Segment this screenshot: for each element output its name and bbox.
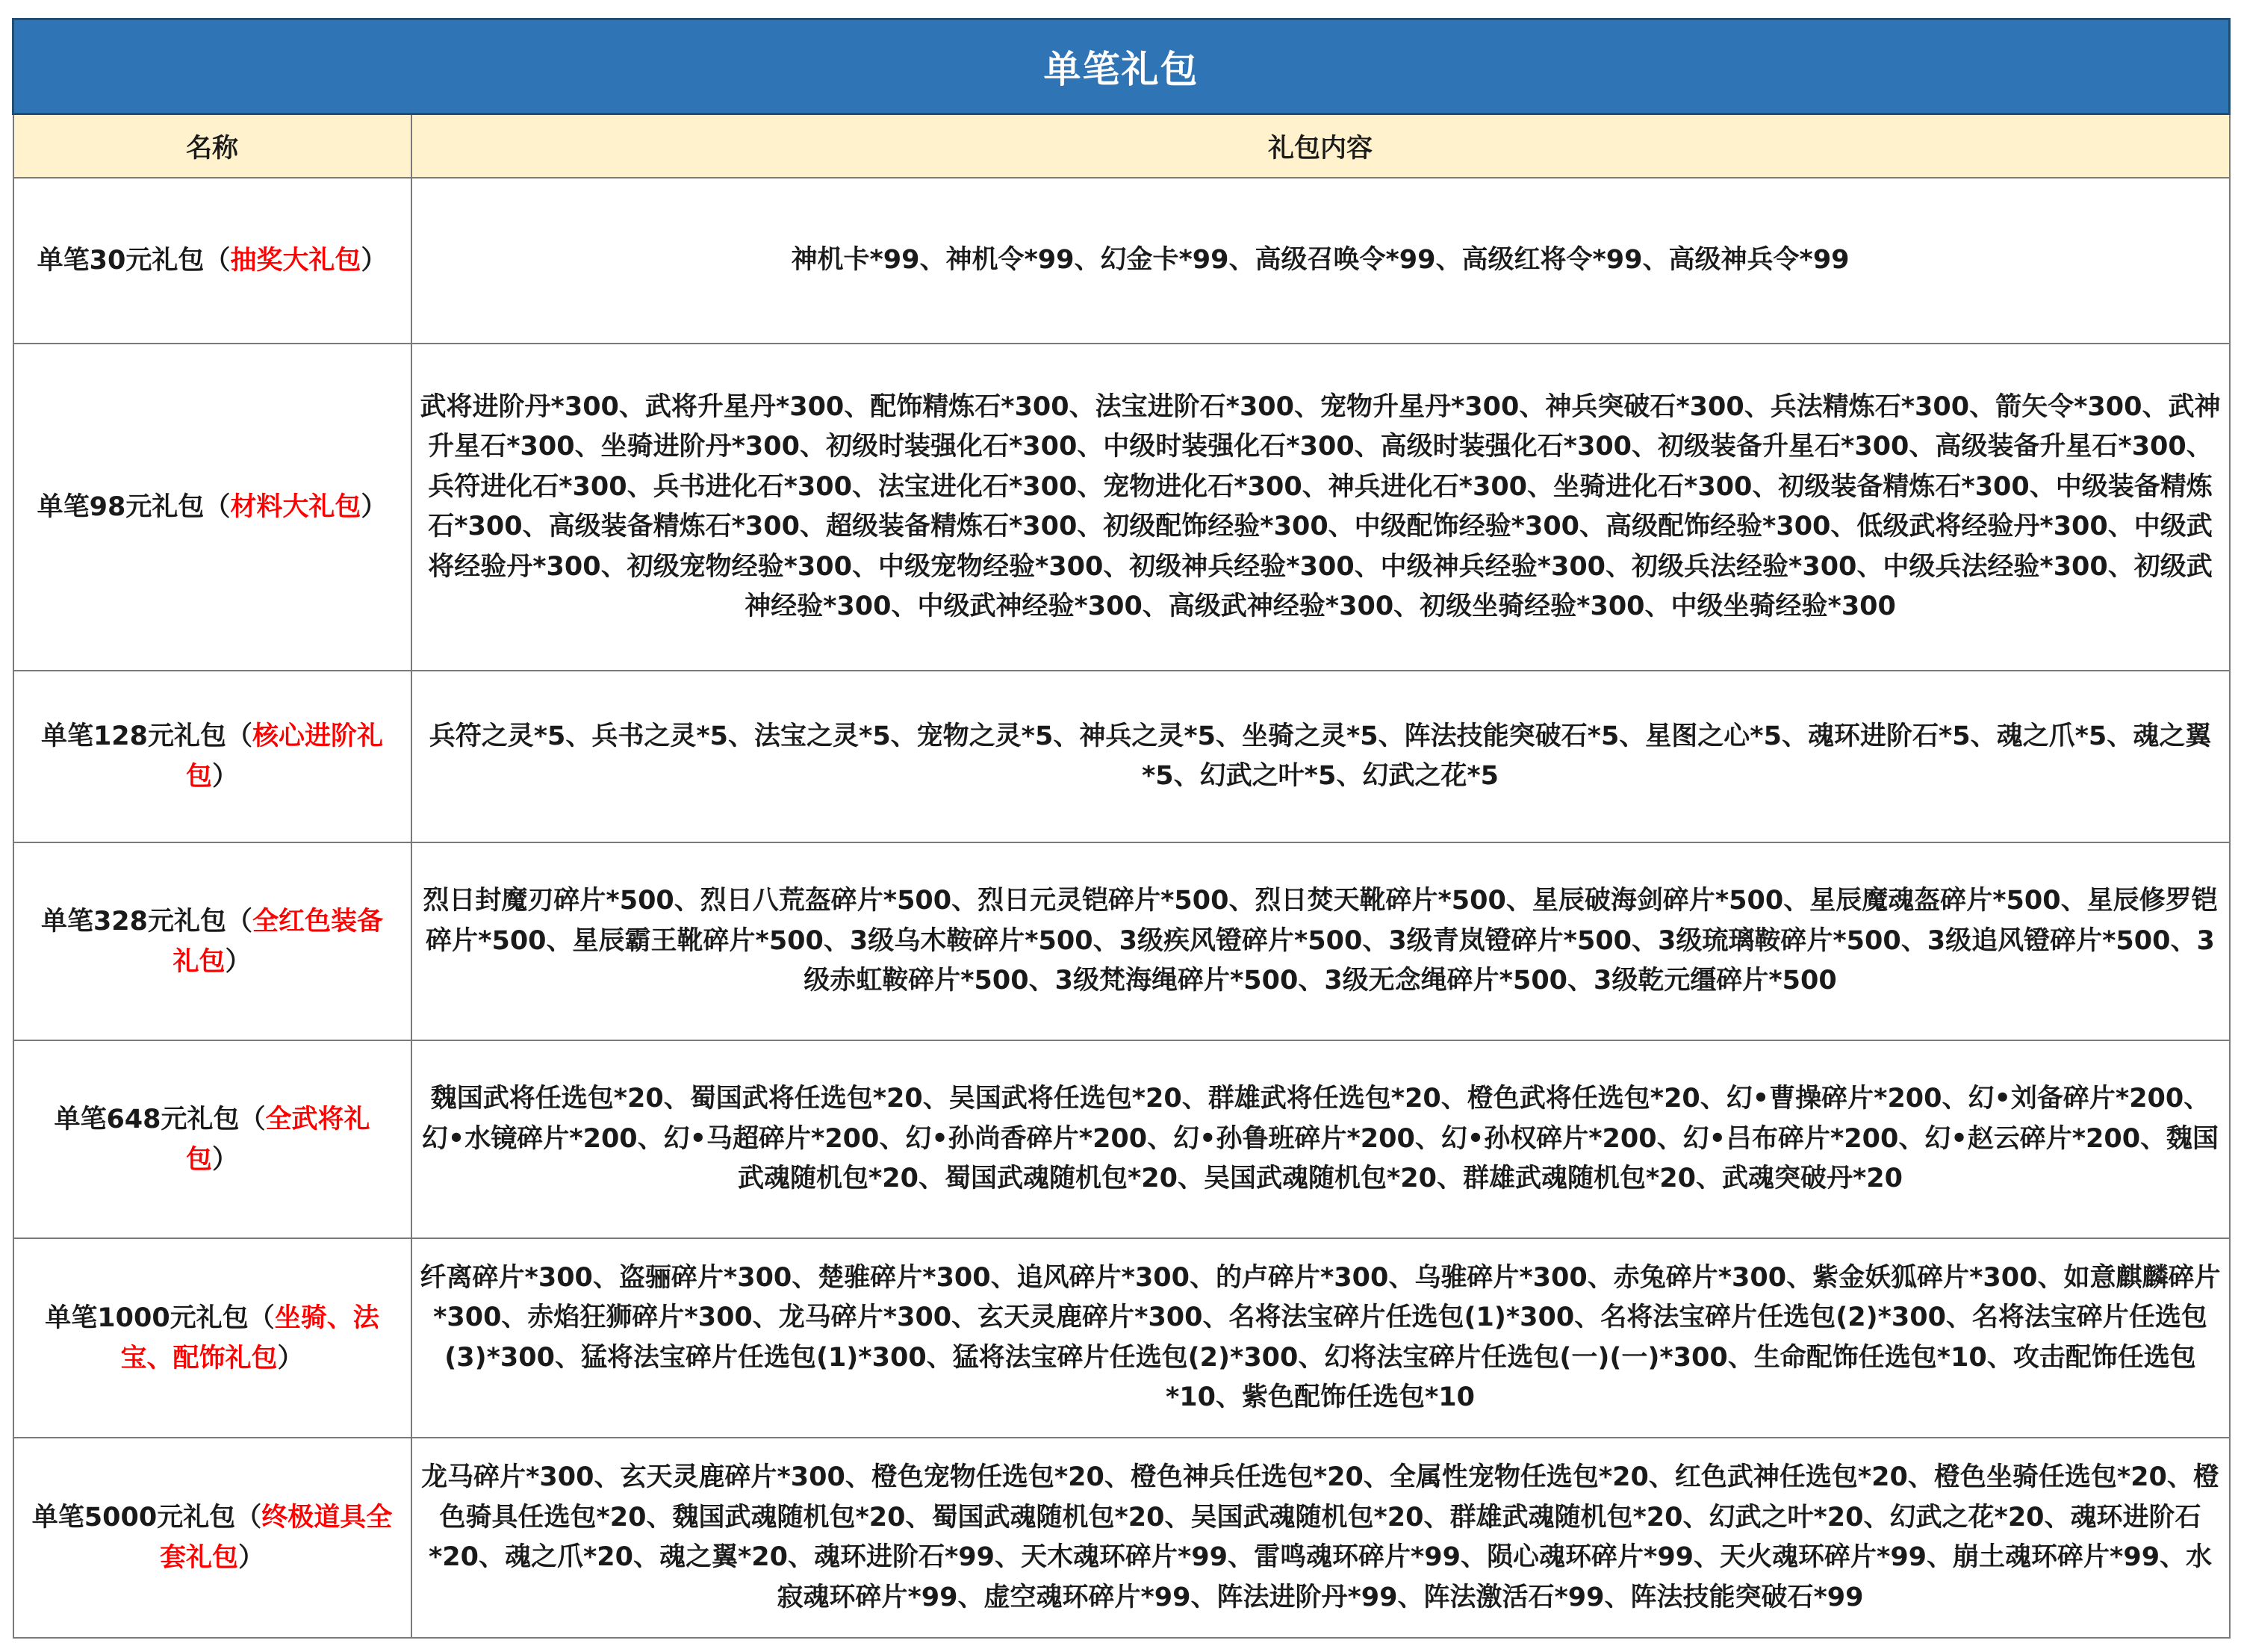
package-name-prefix: 单笔98元礼包（ <box>37 492 231 522</box>
package-name-prefix: 单笔328元礼包（ <box>40 906 253 937</box>
package-name-prefix: 单笔5000元礼包（ <box>31 1503 262 1533</box>
table-title: 单笔礼包 <box>13 19 2230 114</box>
table-row <box>13 1438 2230 1638</box>
header-row <box>13 114 2230 178</box>
package-content: 武将进阶丹*300、武将升星丹*300、配饰精炼石*300、法宝进阶石*300、宠物升星丹*300、神兵突破石*300、兵法精炼石*300、箭矢令*300、武神升星石*300、坐骑进阶丹*300、初级时装强化石*300、中级时装强化石*300、高级时装强化石*300、初级装备升星石*300、高级装备升星石*300、兵符进化石*300、兵书进化石*300、法宝进化石*300、宠物进化石*300、神兵进化石*300、坐骑进化石*300、初级装备精炼石*300、中级装备精炼石*300、高级装备精炼石*300、超级装备精炼石*300、初级配饰经验*300、中级配饰经验*300、高级配饰经验*300、低级武将经验丹*300、中级武将经验丹*300、初级宠物经验*300、中级宠物经验*300、初级神兵经验*300、中级神兵经验*300、初级兵法经验*300、中级兵法经验*300、初级武神经验*300、中级武神经验*300、高级武神经验*300、初级坐骑经验*300、中级坐骑经验*300 <box>411 344 2230 671</box>
package-name <box>13 344 411 671</box>
package-name <box>13 178 411 344</box>
package-name-suffix: ） <box>212 1144 239 1175</box>
package-name-highlight: 全武将礼包 <box>185 1104 370 1175</box>
package-name <box>13 842 411 1040</box>
package-name-suffix: ） <box>238 1543 265 1573</box>
table-row <box>13 842 2230 1040</box>
package-name-highlight: 核心进阶礼包 <box>185 721 384 792</box>
package-name <box>13 1040 411 1238</box>
table-row <box>13 344 2230 671</box>
package-name <box>13 671 411 842</box>
package-content: 烈日封魔刃碎片*500、烈日八荒盔碎片*500、烈日元灵铠碎片*500、烈日焚天靴碎片*500、星辰破海剑碎片*500、星辰魔魂盔碎片*500、星辰修罗铠碎片*500、星辰霸王靴碎片*500、3级乌木鞍碎片*500、3级疾风镫碎片*500、3级青岚镫碎片*500、3级琉璃鞍碎片*500、3级追风镫碎片*500、3级赤虹鞍碎片*500、3级梵海绳碎片*500、3级无念绳碎片*500、3级乾元缰碎片*500 <box>411 842 2230 1040</box>
package-name-suffix: ） <box>225 946 252 977</box>
table-row <box>13 671 2230 842</box>
table-row <box>13 178 2230 344</box>
package-name-prefix: 单笔1000元礼包（ <box>45 1302 275 1333</box>
table-row <box>13 1238 2230 1438</box>
package-name-highlight: 全红色装备礼包 <box>172 906 384 977</box>
gift-package-sheet <box>12 18 2228 1639</box>
package-name <box>13 1238 411 1438</box>
package-name-suffix: ） <box>277 1343 304 1373</box>
package-content: 神机卡*99、神机令*99、幻金卡*99、高级召唤令*99、高级红将令*99、高级神兵令*99 <box>411 178 2230 344</box>
column-header-name: 名称 <box>13 114 411 178</box>
package-name-highlight: 坐骑、法宝、配饰礼包 <box>120 1302 379 1373</box>
package-name-prefix: 单笔648元礼包（ <box>54 1104 266 1134</box>
gift-package-table <box>12 18 2231 1639</box>
package-name-suffix: ） <box>361 492 388 522</box>
package-name-suffix: ） <box>361 246 388 276</box>
package-name-prefix: 单笔30元礼包（ <box>37 246 231 276</box>
package-name <box>13 1438 411 1638</box>
table-row <box>13 1040 2230 1238</box>
package-name-suffix: ） <box>212 762 239 792</box>
package-content: 龙马碎片*300、玄天灵鹿碎片*300、橙色宠物任选包*20、橙色神兵任选包*20、全属性宠物任选包*20、红色武神任选包*20、橙色坐骑任选包*20、橙色骑具任选包*20、魏国武魂随机包*20、蜀国武魂随机包*20、吴国武魂随机包*20、群雄武魂随机包*20、幻武之叶*20、幻武之花*20、魂环进阶石*20、魂之爪*20、魂之翼*20、魂环进阶石*99、天木魂环碎片*99、雷鸣魂环碎片*99、陨心魂环碎片*99、天火魂环碎片*99、崩土魂环碎片*99、水寂魂环碎片*99、虚空魂环碎片*99、阵法进阶丹*99、阵法激活石*99、阵法技能突破石*99 <box>411 1438 2230 1638</box>
package-name-highlight: 终极道具全套礼包 <box>159 1503 393 1573</box>
column-header-content: 礼包内容 <box>411 114 2230 178</box>
package-name-highlight: 材料大礼包 <box>230 492 361 522</box>
package-name-highlight: 抽奖大礼包 <box>230 246 361 276</box>
title-row <box>13 19 2230 114</box>
package-content: 兵符之灵*5、兵书之灵*5、法宝之灵*5、宠物之灵*5、神兵之灵*5、坐骑之灵*5、阵法技能突破石*5、星图之心*5、魂环进阶石*5、魂之爪*5、魂之翼*5、幻武之叶*5、幻武之花*5 <box>411 671 2230 842</box>
package-content: 魏国武将任选包*20、蜀国武将任选包*20、吴国武将任选包*20、群雄武将任选包*20、橙色武将任选包*20、幻•曹操碎片*200、幻•刘备碎片*200、幻•水镜碎片*200、幻•马超碎片*200、幻•孙尚香碎片*200、幻•孙鲁班碎片*200、幻•孙权碎片*200、幻•吕布碎片*200、幻•赵云碎片*200、魏国武魂随机包*20、蜀国武魂随机包*20、吴国武魂随机包*20、群雄武魂随机包*20、武魂突破丹*20 <box>411 1040 2230 1238</box>
package-name-prefix: 单笔128元礼包（ <box>40 721 253 751</box>
package-content: 纤离碎片*300、盗骊碎片*300、楚骓碎片*300、追风碎片*300、的卢碎片*300、乌骓碎片*300、赤兔碎片*300、紫金妖狐碎片*300、如意麒麟碎片*300、赤焰狂狮碎片*300、龙马碎片*300、玄天灵鹿碎片*300、名将法宝碎片任选包(1)*300、名将法宝碎片任选包(2)*300、名将法宝碎片任选包(3)*300、猛将法宝碎片任选包(1)*300、猛将法宝碎片任选包(2)*300、幻将法宝碎片任选包(一)(一)*300、生命配饰任选包*10、攻击配饰任选包*10、紫色配饰任选包*10 <box>411 1238 2230 1438</box>
